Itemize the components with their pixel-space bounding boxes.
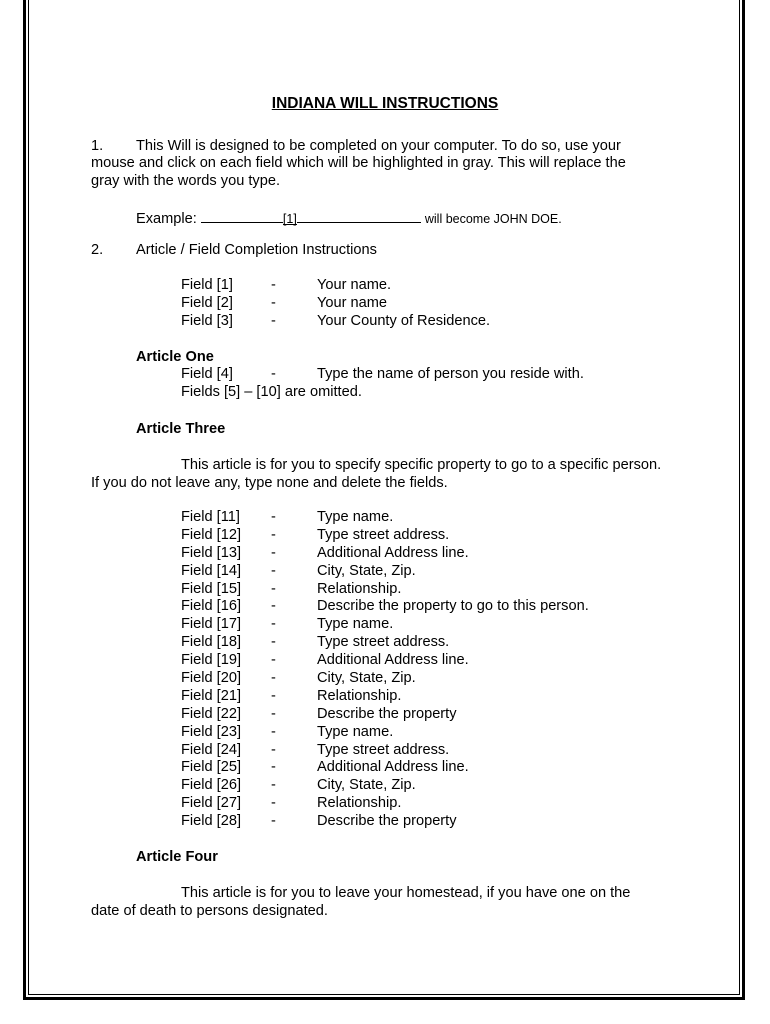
example-result: will become JOHN DOE. — [424, 212, 562, 226]
article-one-heading: Article One — [136, 349, 214, 365]
paragraph-2-heading: Article / Field Completion Instructions — [136, 242, 377, 258]
article-four-line-1: This article is for you to leave your homestead, if you have one on the — [181, 885, 631, 901]
article-four-heading: Article Four — [136, 849, 218, 865]
paragraph-1-line-2: mouse and click on each field which will be highlighted in gray. This will replace the — [91, 155, 626, 171]
example-label: Example: — [136, 211, 197, 227]
example-line — [136, 208, 562, 228]
paragraph-1-line-1: This Will is designed to be completed on your computer. To do so, use your — [136, 138, 621, 154]
example-underline-left — [201, 208, 283, 223]
example-underline-right — [297, 208, 421, 223]
article-three-line-1: This article is for you to specify specific property to go to a specific person. — [181, 457, 662, 473]
document-title: INDIANA WILL INSTRUCTIONS — [271, 95, 499, 112]
paragraph-1-line-3: gray with the words you type. — [91, 173, 280, 189]
paragraph-1-number: 1. — [91, 138, 104, 154]
example-field-placeholder: [1] — [282, 212, 297, 226]
article-three-line-2: If you do not leave any, type none and delete the fields. — [91, 475, 448, 491]
article-three-heading: Article Three — [136, 421, 226, 437]
document-page: INDIANA WILL INSTRUCTIONS 1. This Will is designed to be completed on your computer. To do so, use your mouse and click on each field which will be highlighted in gray. This will replace the gray with the words you type. Example: [1] will become JOHN DOE. 2. Article / Field Completion Instructions Field [1] - Your name. Field [2] - Your name Field [3] - Your County of Residence. Article One Field [4] - Type the name of person you reside with. Fields [5] – [10] are omitted. Article Three This article is for you to specify specific property to go to a specific person. If you do not leave any, type none and delete the fields. Field [11] - Type name. Field [12] - Type street address. Field [13] - Additional Address line. Field [14] - City, State, Zip. Field [15] - Relationship. Field [16] - Describe the property to go to this person. Field [17] - Type name. Field [18] - Type street address. Field [19] - Additional Address line. Field [20] - City, State, Zip. Field [21] - Relationship. Field [22] - Describe the property Field [23] - Type name. Field [24] - Type street address. Field [25] - Additional Address line. Field [26] - City, State, Zip. Field [27] - Relationship. Field [28] - Describe the property Article Four This article is for you to leave your homestead, if you have one on the date of death to persons designated. — [0, 0, 770, 1024]
paragraph-2-number: 2. — [91, 242, 104, 258]
article-four-line-2: date of death to persons designated. — [91, 903, 328, 919]
